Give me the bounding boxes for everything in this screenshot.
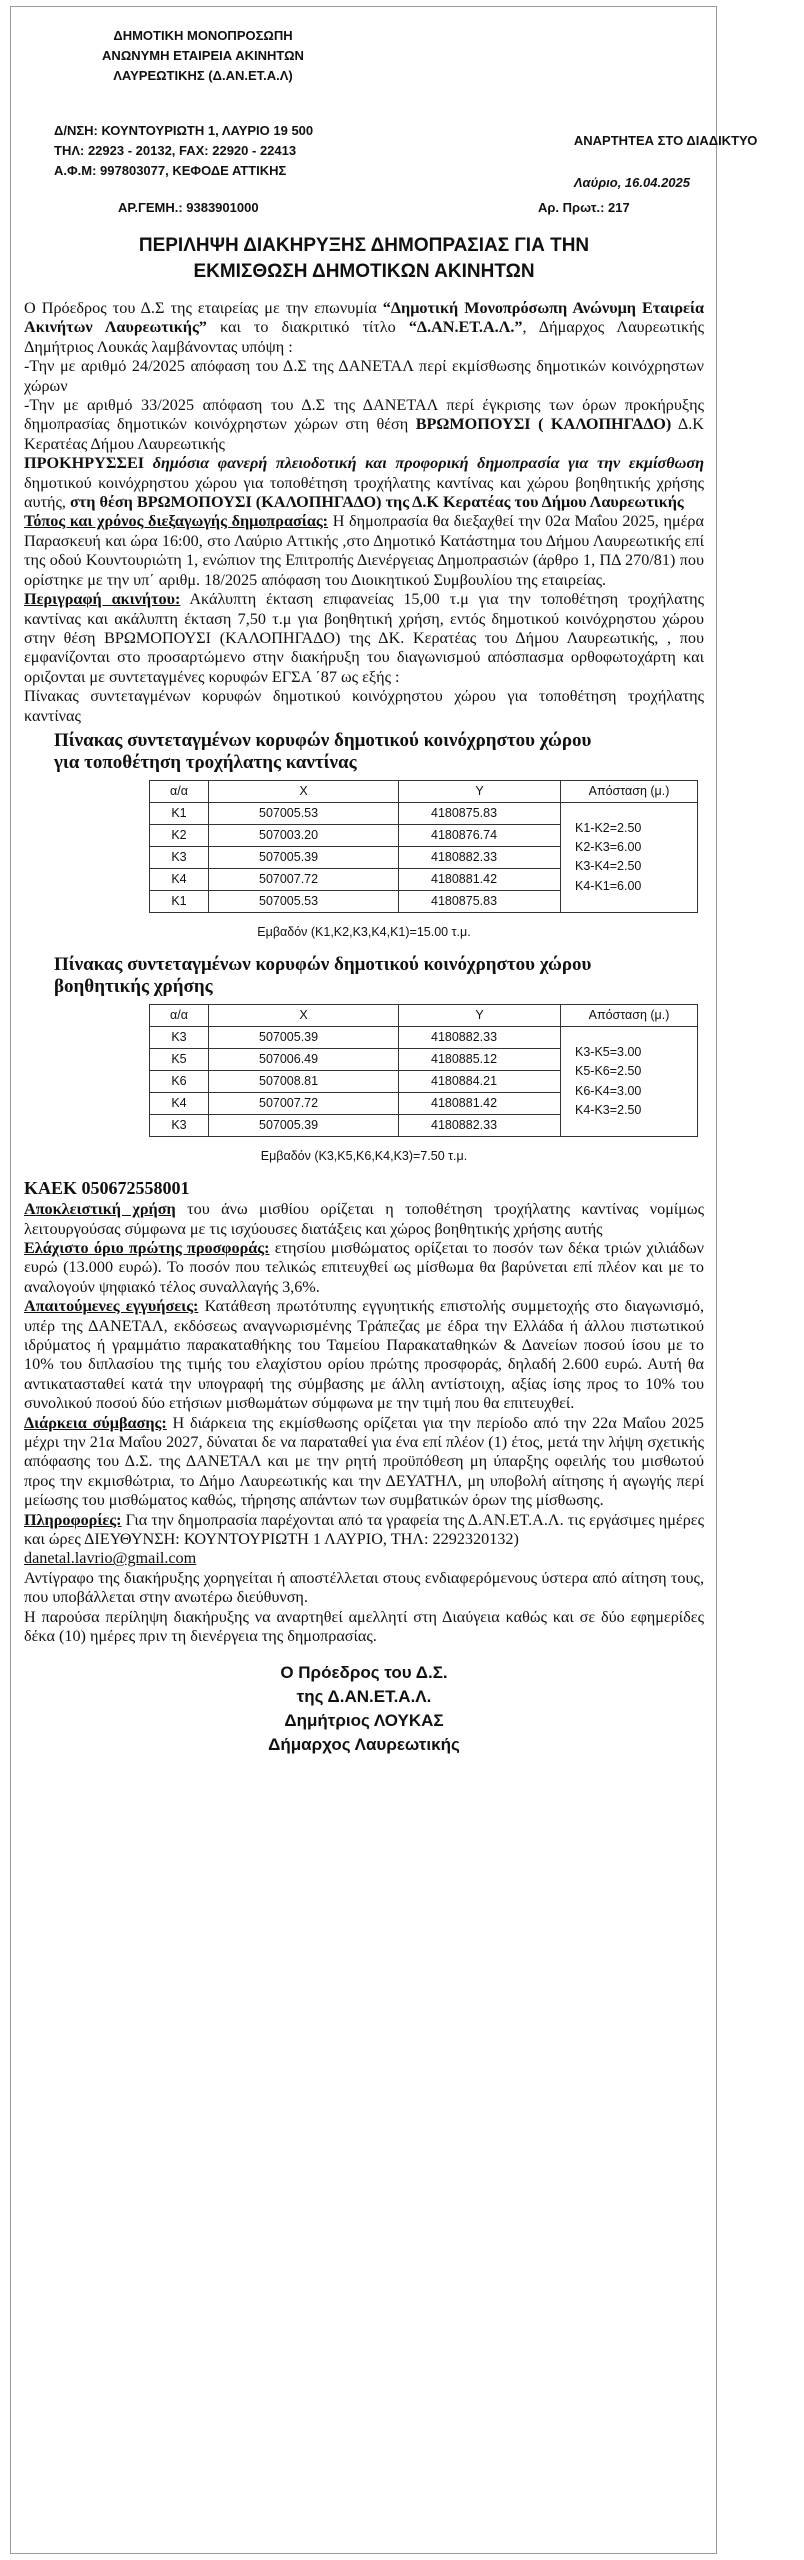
- announce-keyword: ΠΡΟΚΗΡΥΣΣΕΙ: [24, 454, 145, 473]
- cell-y: 4180884.21: [399, 1071, 561, 1093]
- min-offer-label: Ελάχιστο όριο πρώτης προσφοράς:: [24, 1238, 270, 1257]
- cell-x: 507005.39: [209, 1027, 399, 1049]
- distance-value: K4-K3=2.50: [575, 1103, 642, 1118]
- cell-y: 4180875.83: [399, 802, 561, 824]
- publish-online-note: ΑΝΑΡΤΗΤΕΑ ΣΤΟ ΔΙΑΔΙΚΤΥΟ: [573, 133, 758, 148]
- distance-value: K6-K4=3.00: [575, 1083, 642, 1098]
- intro-text-3: , Δήμαρχος Λαυρεωτικής Δημήτριος Λουκάς λαμβάνοντας υπόψη :: [24, 318, 704, 356]
- distance-value: K1-K2=2.50: [575, 820, 642, 835]
- info-label: Πληροφορίες:: [24, 1510, 122, 1529]
- table1-area: Εμβαδόν (Κ1,Κ2,Κ3,Κ4,Κ1)=15.00 τ.μ.: [257, 924, 471, 939]
- letterhead: [18, 14, 758, 229]
- cell-point: K3: [150, 846, 209, 868]
- organization-name: [58, 26, 348, 86]
- consideration-2-text: -Την με αριθμό 33/2025 απόφαση του Δ.Σ της ΔΑΝΕΤΑΛ περί έγκρισης των όρων προκήρυξης δημοπρασίας δημοτικών κοινόχρηστων χώρων στη θέση: [24, 396, 704, 434]
- distance-value: K5-K6=2.50: [575, 1064, 642, 1079]
- gemi-number: ΑΡ.ΓΕΜΗ.: 9383901000: [118, 200, 259, 215]
- distance-value: K4-K1=6.00: [575, 878, 642, 893]
- email-link[interactable]: danetal.lavrio@gmail.com: [24, 1549, 197, 1568]
- cell-x: 507003.20: [209, 824, 399, 846]
- announce-location: στη θέση ΒΡΩΜΟΠΟΥΣΙ (ΚΑΛΟΠΗΓΑΔΟ) της Δ.Κ Κερατέας του Δήμου Λαυρεωτικής: [69, 493, 684, 512]
- phone-fax: ΤΗΛ: 22923 - 20132, FAX: 22920 - 22413: [54, 143, 297, 158]
- cell-x: 507007.72: [209, 1093, 399, 1115]
- company-name: “Δημοτική Μονοπρόσωπη Ανώνυμη Εταιρεία Ακινήτων Λαυρεωτικής”: [24, 299, 704, 337]
- table1-title-line-2: για τοποθέτηση τροχήλατης καντίνας: [54, 751, 357, 773]
- signature-line-1: Ο Πρόεδρος του Δ.Σ.: [280, 1662, 448, 1682]
- protocol-number: Αρ. Πρωτ.: 217: [538, 200, 630, 215]
- cell-y: 4180882.33: [399, 846, 561, 868]
- table2-title-line-2: βοηθητικής χρήσης: [54, 976, 213, 998]
- location-name: ΒΡΩΜΟΠΟΥΣΙ ( ΚΑΛΟΠΗΓΑΔΟ): [415, 415, 672, 434]
- cell-y: 4180876.74: [399, 824, 561, 846]
- signature-line-4: Δήμαρχος Λαυρεωτικής: [268, 1734, 460, 1754]
- exclusive-use-text: του άνω μισθίου ορίζεται η τοποθέτηση τροχήλατης καντίνας νομίμως λειτουργούσας σύμφωνα με τις ισχύουσες διατάξεις και χώρος βοηθητικής χρήσης αυτής: [24, 1200, 704, 1238]
- distance-value: K2-K3=6.00: [575, 840, 642, 855]
- cell-point: K1: [150, 802, 209, 824]
- cell-x: 507005.39: [209, 1115, 399, 1137]
- table-intro: Πίνακας συντεταγμένων κορυφών δημοτικού κοινόχρηστου χώρου για τοποθέτηση τροχήλατης καντίνας: [24, 687, 704, 725]
- col-y-header: Y: [399, 780, 561, 802]
- cell-y: 4180885.12: [399, 1049, 561, 1071]
- cell-point: K5: [150, 1049, 209, 1071]
- cell-y: 4180882.33: [399, 1115, 561, 1137]
- cell-point: K3: [150, 1115, 209, 1137]
- col-y-header: Y: [399, 1005, 561, 1027]
- cell-x: 507005.53: [209, 802, 399, 824]
- publication-paragraph: Η παρούσα περίληψη διακήρυξης να αναρτηθεί αμελλητί στη Διαύγεια καθώς και σε δύο εφημερίδες δέκα (10) ημέρες πριν τη διενέργεια της δημοπρασίας.: [24, 1607, 704, 1646]
- min-offer-text: ετησίου μισθώματος ορίζεται το ποσόν των δέκα τριών χιλιάδων ευρώ (13.000 ευρώ). Το ποσόν που τελικώς επιτευχθεί ως μίσθωμα θα βαρύνεται επί πλέον και με το αναλογούν ψηφιακό τέλος συναλλαγής 3,6%.: [24, 1238, 705, 1296]
- description-text: Ακάλυπτη έκταση επιφανείας 15,00 τ.μ για την τοποθέτηση τροχήλατης καντίνας και ακάλυπτη έκταση 7,50 τ.μ για βοηθητική χρήση, εντός δημοτικού κοινόχρηστου χώρου στην θέση ΒΡΩΜΟΠΟΥΣΙ (ΚΑΛΟΠΗΓΑΔΟ) της ΔΚ. Κερατέας του Δήμου Λαυρεωτικής, , που εμφανίζονται στο προσαρτώμενο στην διακήρυξη του διαγωνισμού απόσπασμα ορθοφωτοχάρτη και οριζονται με συντεταγμένες κορυφών ΕΓΣΑ ΄87 ως εξής :: [24, 590, 704, 686]
- cell-point: K4: [150, 868, 209, 890]
- cell-x: 507005.53: [209, 890, 399, 912]
- org-line-2: ΑΝΩΝΥΜΗ ΕΤΑΙΡΕΙΑ ΑΚΙΝΗΤΩΝ: [102, 48, 304, 63]
- col-x-header: X: [209, 780, 399, 802]
- col-distance-header: Απόσταση (μ.): [561, 1005, 698, 1027]
- col-x-header: X: [209, 1005, 399, 1027]
- copy-paragraph: Αντίγραφο της διακήρυξης χορηγείται ή αποστέλλεται στους ενδιαφερόμενους ύστερα από αίτηση τους, που υποβάλλεται στην ανωτέρω διεύθυνση.: [24, 1568, 704, 1607]
- cell-x: 507005.39: [209, 846, 399, 868]
- signature-line-3: Δημήτριος ΛΟΥΚΑΣ: [284, 1710, 444, 1730]
- guarantees-label: Απαιτούμενες εγγυήσεις:: [24, 1297, 199, 1316]
- cell-y: 4180881.42: [399, 1093, 561, 1115]
- info-text: Για την δημοπρασία παρέχονται από τα γραφεία της Δ.ΑΝ.ΕΤ.Α.Λ. τις εργάσιμες ημέρες και ώρες ΔΙΕΥΘΥΝΣΗ: ΚΟΥΝΤΟΥΡΙΩΤΗ 1 ΛΑΥΡΙΟ, ΤΗΛ: 2292320132): [24, 1510, 704, 1549]
- auction-type: δημόσια φανερή πλειοδοτική και προφορική δημοπρασία για την εκμίσθωση: [144, 454, 704, 473]
- place-time-text: Η δημοπρασία θα διεξαχθεί την 02α Μαΐου 2025, ημέρα Παρασκευή και ώρα 16:00, στο Λαύριο Αττικής ,στο Δημοτικό Κατάστημα του Δήμου Λαυρεωτικής επί της οδού Κουντουριώτη 1, ενώπιον της Επιτροπής Διενέργειας Δημοπρασιών (άρθρο 1, ΠΔ 270/81) που ορίστηκε με την υπ΄ αριθμ. 18/2025 απόφαση του Διοικητικού Συμβουλίου της εταιρείας.: [24, 512, 704, 589]
- intro-text-2: και το διακριτικό τίτλο: [206, 318, 409, 337]
- cell-x: 507007.72: [209, 868, 399, 890]
- table1-title-line-1: Πίνακας συντεταγμένων κορυφών δημοτικού κοινόχρηστου χώρου: [54, 729, 592, 751]
- description-label: Περιγραφή ακινήτου:: [24, 590, 181, 609]
- cell-y: 4180875.83: [399, 890, 561, 912]
- exclusive-use-label: Αποκλειστική χρήση: [24, 1200, 176, 1219]
- title-line-2: ΕΚΜΙΣΘΩΣΗ ΔΗΜΟΤΙΚΩΝ ΑΚΙΝΗΤΩΝ: [193, 261, 535, 282]
- duration-label: Διάρκεια σύμβασης:: [24, 1413, 167, 1432]
- announce-text: δημοτικού κοινόχρηστου χώρου για τοποθέτηση τροχήλατης καντίνας και χώρου βοηθητικής χρήσης αυτής,: [24, 473, 704, 512]
- publication-block: [573, 121, 758, 193]
- cell-point: K3: [150, 1027, 209, 1049]
- company-short-name: “Δ.ΑΝ.ΕΤ.Α.Λ.”: [408, 318, 523, 337]
- guarantees-text: Κατάθεση πρωτότυπης εγγυητικής επιστολής συμμετοχής στο διαγωνισμό, υπέρ της ΔΑΝΕΤΑΛ, εκδόσεως αναγνωρισμένης Τράπεζας με έδρα την Ελλάδα ή άλλου πιστωτικού ιδρύματος ή γραμμάτιο παρακαταθήκης του Ταμείου Παρακαταθηκών & Δανείων ποσού ίσου με το 10% του διπλασίου της τιμής του ελαχίστου ορίου πρώτης προσφοράς, δηλαδή 2.600 ευρώ. Αυτή θα αντικατασταθεί κατά την υπογραφή της σύμβασης με άλλη αντίστοιχη, αξίας ίσης προς το 10% του συνολικού ποσού δύο ετήσιων μισθωμάτων σύμφωνα με την τιμή που θα επιτευχθεί.: [24, 1297, 704, 1413]
- col-index-header: α/α: [150, 1005, 209, 1027]
- tax-id: Α.Φ.Μ: 997803077, ΚΕΦΟΔΕ ΑΤΤΙΚΗΣ: [54, 163, 287, 178]
- cell-x: 507008.81: [209, 1071, 399, 1093]
- col-index-header: α/α: [150, 780, 209, 802]
- col-distance-header: Απόσταση (μ.): [561, 780, 698, 802]
- cell-point: K6: [150, 1071, 209, 1093]
- org-line-1: ΔΗΜΟΤΙΚΗ ΜΟΝΟΠΡΟΣΩΠΗ: [113, 28, 293, 43]
- cell-y: 4180882.33: [399, 1027, 561, 1049]
- kaek-number: ΚΑΕΚ 050672558001: [24, 1177, 190, 1198]
- cell-y: 4180881.42: [399, 868, 561, 890]
- cell-point: K1: [150, 890, 209, 912]
- table2-title-line-1: Πίνακας συντεταγμένων κορυφών δημοτικού κοινόχρηστου χώρου: [54, 954, 592, 976]
- consideration-2-tail: Δ.Κ Κερατέας Δήμου Λαυρεωτικής: [24, 415, 704, 453]
- cell-point: K4: [150, 1093, 209, 1115]
- contact-block: [54, 121, 313, 181]
- intro-text: Ο Πρόεδρος του Δ.Σ της εταιρείας με την επωνυμία: [24, 299, 383, 317]
- page-border: [10, 6, 717, 2554]
- table2-area: Εμβαδόν (Κ3,Κ5,Κ6,Κ4,Κ3)=7.50 τ.μ.: [260, 1149, 468, 1164]
- org-line-3: ΛΑΥΡΕΩΤΙΚΗΣ (Δ.ΑΝ.ΕΤ.Α.Λ): [113, 68, 293, 83]
- title-line-1: ΠΕΡΙΛΗΨΗ ΔΙΑΚΗΡΥΞΗΣ ΔΗΜΟΠΡΑΣΙΑΣ ΓΙΑ ΤΗΝ: [138, 235, 590, 256]
- distance-value: K3-K5=3.00: [575, 1045, 642, 1060]
- cell-point: K2: [150, 824, 209, 846]
- signature-line-2: της Δ.ΑΝ.ΕΤ.Α.Λ.: [296, 1686, 432, 1706]
- distance-value: K3-K4=2.50: [575, 859, 642, 874]
- address: Δ/ΝΣΗ: ΚΟΥΝΤΟΥΡΙΩΤΗ 1, ΛΑΥΡΙΟ 19 500: [54, 123, 314, 138]
- duration-text: Η διάρκεια της εκμίσθωσης ορίζεται για την περίοδο από την 22α Μαΐου 2025 μέχρι την 21α Μαΐου 2027, δύναται δε να παραταθεί για ένα επί πλέον (1) έτος, μετά την λήψη σχετικής απόφασης του Δ.Σ. της ΔΑΝΕΤΑΛ και με την ρητή προϋπόθεση μη ύπαρξης οφειλής του μισθωτού προς την εκμισθώτρια, το Δήμο Λαυρεωτικής και την ΔΕΥΑΤΗΛ, μη υποβολή αίτησης ή αγωγής περί μείωσης του μισθώματος καθώς, τήρησης απάντων των συμβατικών όρων της μίσθωσης.: [24, 1413, 704, 1510]
- place-time-label: Τόπος και χρόνος διεξαγωγής δημοπρασίας:: [24, 512, 329, 531]
- cell-x: 507006.49: [209, 1049, 399, 1071]
- consideration-1: -Την με αριθμό 24/2025 απόφαση του Δ.Σ της ΔΑΝΕΤΑΛ περί εκμίσθωσης δημοτικών κοινόχρηστων χώρων: [24, 357, 704, 395]
- document-date: Λαύριο, 16.04.2025: [573, 175, 690, 190]
